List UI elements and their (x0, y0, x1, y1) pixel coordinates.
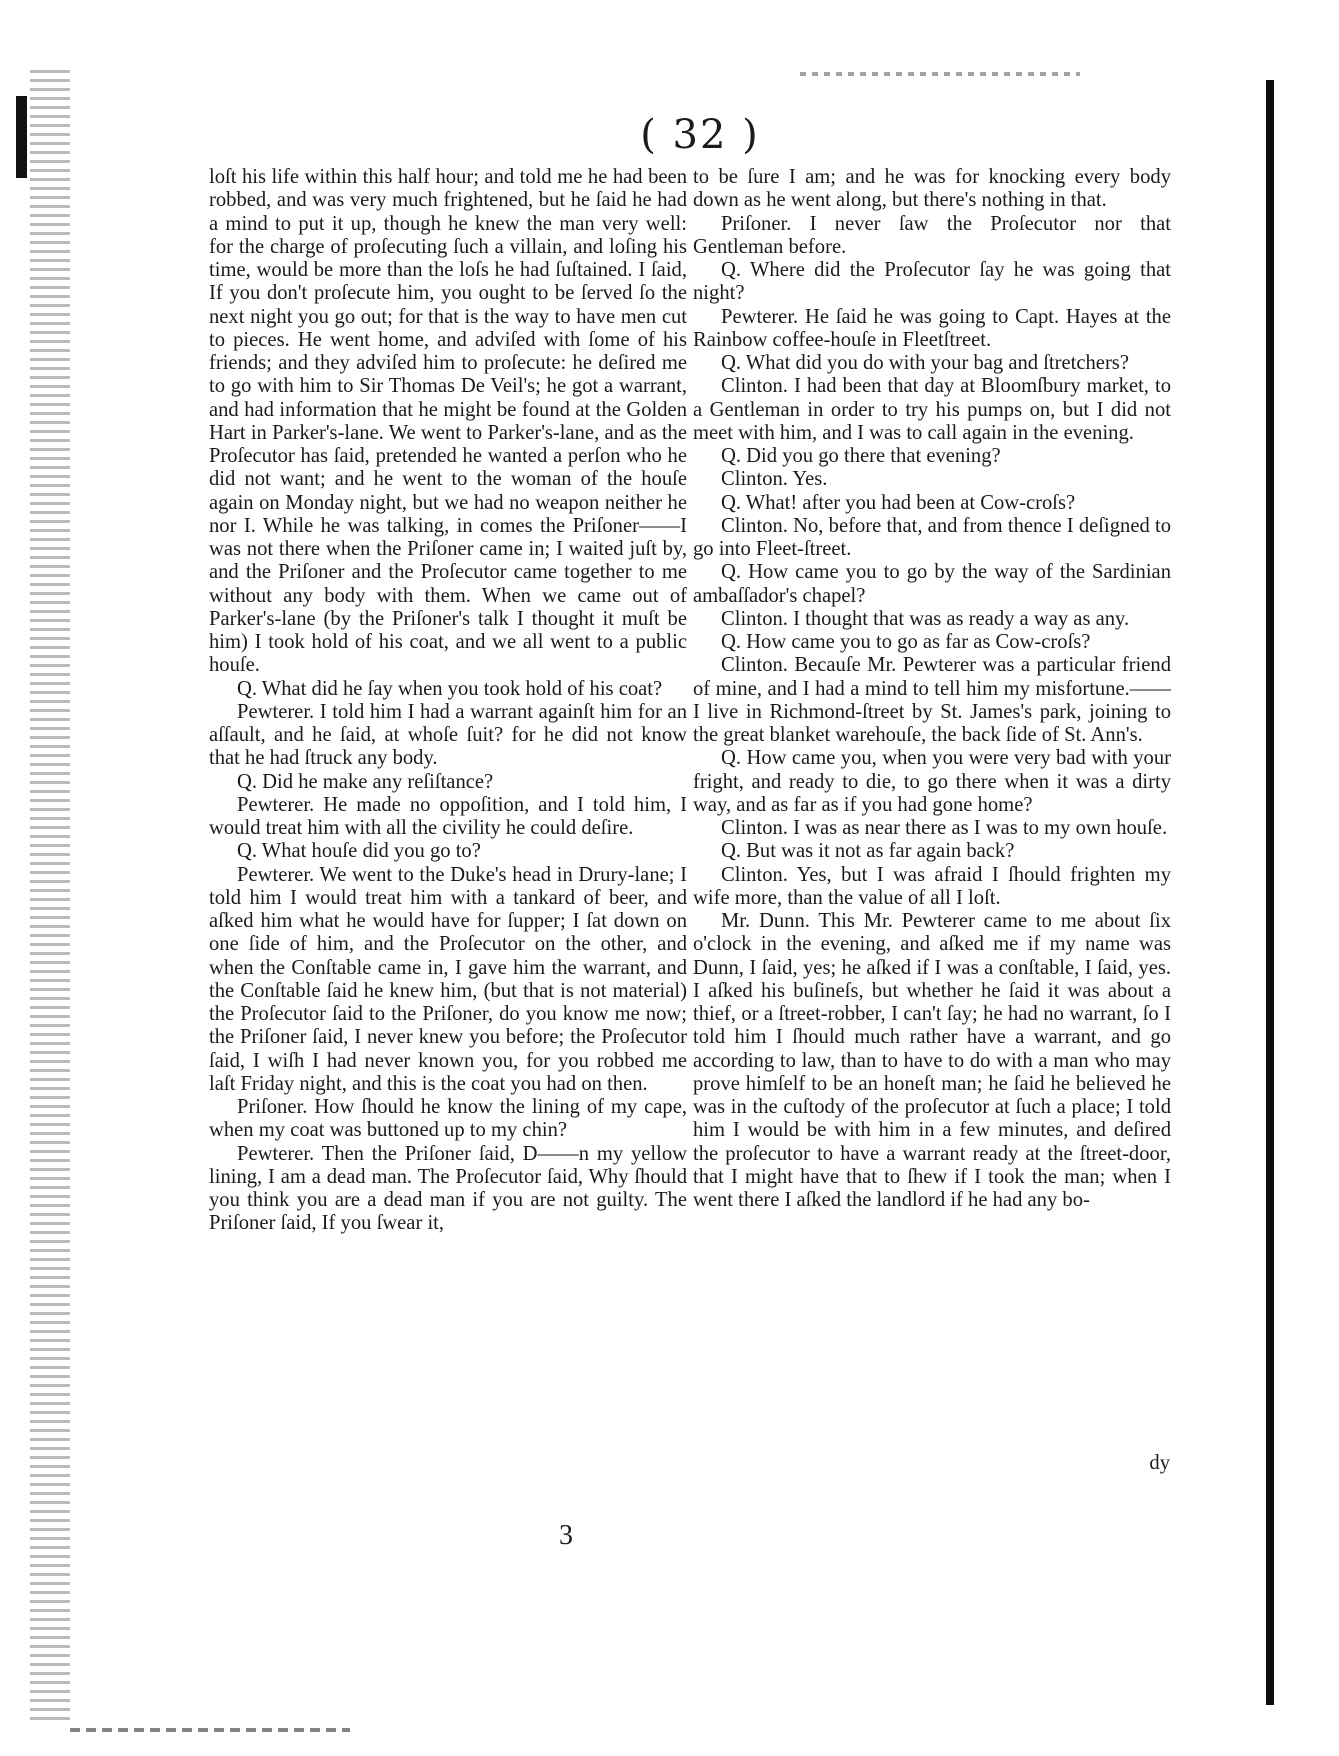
paragraph: Pewterer. He ſaid he was going to Capt. Hayes at the Rainbow coffee-houſe in Fleetſtreet. (693, 305, 1171, 351)
paragraph: Pewterer. We went to the Duke's head in Drury-lane; I told him I would treat him with a tankard of beer, and aſked him what he would have for ſupper; I ſat down on one ſide of him, and the Proſecutor on the other, and when the Conſtable came in, I gave him the warrant, and the Conſtable ſaid he knew him, (but that is not material) the Proſecutor ſaid to the Priſoner, do you know me now; the Priſoner ſaid, I never knew you before; the Proſecutor ſaid, I wiſh I had never known you, for you robbed me laſt Friday night, and this is the coat you had on then. (209, 863, 687, 1095)
catchword: dy (1149, 1452, 1170, 1474)
left-column (209, 166, 687, 1236)
paragraph: Clinton. I thought that was as ready a way as any. (721, 607, 1130, 630)
paragraph: Pewterer. Then the Priſoner ſaid, D——n my yellow lining, I am a dead man. The Proſecutor ſaid, Why ſhould you think you are a dead man if you are not guilty. The Priſoner ſaid, If you ſwear it, (209, 1142, 687, 1235)
paragraph: Q. How came you to go by the way of the Sardinian ambaſſador's chapel? (693, 561, 1171, 607)
paragraph: loſt his life within this half hour; and told me he had been robbed, and was very much frightened, but he ſaid he had a mind to put it up, though he knew the man very well: for the charge of proſecuting ſuch a villain, and loſing his time, would be more than the loſs he had ſuſtained. I ſaid, If you don't proſecute him, you ought to be ſerved ſo the next night you go out; for that is the way to have men cut to pieces. He went home, and adviſed with ſome of his friends; and they adviſed him to proſecute: he deſired me to go with him to Sir Thomas De Veil's; he got a warrant, and had information that he might be found at the Golden Hart in Parker's-lane. We went to Parker's-lane, and as the Proſecutor has ſaid, pretended he wanted a perſon who he did not want; and he went to the woman of the houſe again on Monday night, but we had no weapon neither he nor I. While he was talking, in comes the Priſoner——I was not there when the Priſoner came in; I waited juſt by, and the Priſoner and the Proſecutor came together to me without any body with them. When we came out of Parker's-lane (by the Priſoner's talk I thought it muſt be him) I took hold of his coat, and we all went to a public houſe. (209, 166, 687, 677)
signature-mark: 3 (559, 1520, 573, 1551)
paragraph: Q. Where did the Proſecutor ſay he was going that night? (693, 259, 1171, 305)
paragraph: Q. How came you to go as far as Cow-croſs? (721, 631, 1091, 653)
paragraph: Pewterer. He made no oppoſition, and I told him, I would treat him with all the civility he could deſire. (209, 793, 687, 839)
paragraph: Q. Did he make any reſiſtance? (237, 770, 494, 793)
paragraph: Q. Did you go there that evening? (721, 445, 1001, 467)
paragraph: Clinton. Becauſe Mr. Pewterer was a particular friend of mine, and I had a mind to tell him my misfortune.——I live in Richmond-ſtreet by St. James's park, joining to the great blanket warehouſe, the back ſide of St. Ann's. (693, 654, 1171, 746)
page-number: ( 32 ) (640, 112, 760, 158)
paragraph: Clinton. I was as near there as I was to my own houſe. (721, 817, 1168, 839)
paragraph: to be ſure I am; and he was for knocking every body down as he went along, but there's nothing in that. (693, 166, 1171, 212)
paragraph: Clinton. No, before that, and from thence I deſigned to go into Fleet-ſtreet. (693, 514, 1171, 560)
scan-binding-shadow (30, 70, 70, 1720)
paragraph: Clinton. Yes. (721, 468, 828, 491)
paragraph: Priſoner. I never ſaw the Proſecutor nor that Gentleman before. (693, 212, 1171, 258)
paragraph: Pewterer. I told him I had a warrant againſt him for an aſſault, and he ſaid, at whoſe ſuit? for he did not know that he had ſtruck any body. (209, 700, 687, 770)
paragraph: Q. What! after you had been at Cow-croſs? (721, 491, 1076, 514)
scan-edge-shadow-right (1266, 80, 1274, 1705)
scan-smudge-bottom (70, 1728, 350, 1732)
paragraph: Q. But was it not as far again back? (721, 840, 1015, 863)
paragraph: Priſoner. How ſhould he know the lining of my cape, when my coat was buttoned up to my chin? (209, 1096, 687, 1142)
scan-smudge-top (800, 72, 1080, 76)
paragraph: Q. What houſe did you go to? (237, 840, 481, 863)
paragraph: Q. How came you, when you were very bad with your fright, and ready to die, to go there when it was a dirty way, and as far as if you had gone home? (693, 747, 1171, 816)
paragraph: Mr. Dunn. This Mr. Pewterer came to me about ſix o'clock in the evening, and aſked me if my name was Dunn, I ſaid, yes; he aſked if I was a conſtable, I ſaid, yes. I aſked his buſineſs, but whether he ſaid it was about a thief, or a ſtreet-robber, I can't ſay; he had no warrant, ſo I told him I ſhould much rather have a warrant, and go according to law, than to have to do with a man who may prove himſelf to be an honeſt man; he ſaid he believed he was in the cuſtody of the proſecutor at ſuch a place; I told him I would be with him in a few minutes, and deſired the proſecutor to have a warrant ready at the ſtreet-door, that I might have that to ſhew if I took the man; when I went there I aſked the landlord if he had any bo- (693, 910, 1171, 1211)
paragraph: Q. What did you do with your bag and ſtretchers? (721, 352, 1129, 374)
right-column (693, 166, 1171, 1212)
scan-edge-shadow (16, 96, 27, 178)
paragraph: Clinton. I had been that day at Bloomſbury market, to a Gentleman in order to try his pumps on, but I did not meet with him, and I was to call again in the evening. (693, 375, 1171, 444)
paragraph: Q. What did he ſay when you took hold of his coat? (237, 677, 663, 700)
paragraph: Clinton. Yes, but I was afraid I ſhould frighten my wife more, than the value of all I loſt. (693, 863, 1171, 909)
